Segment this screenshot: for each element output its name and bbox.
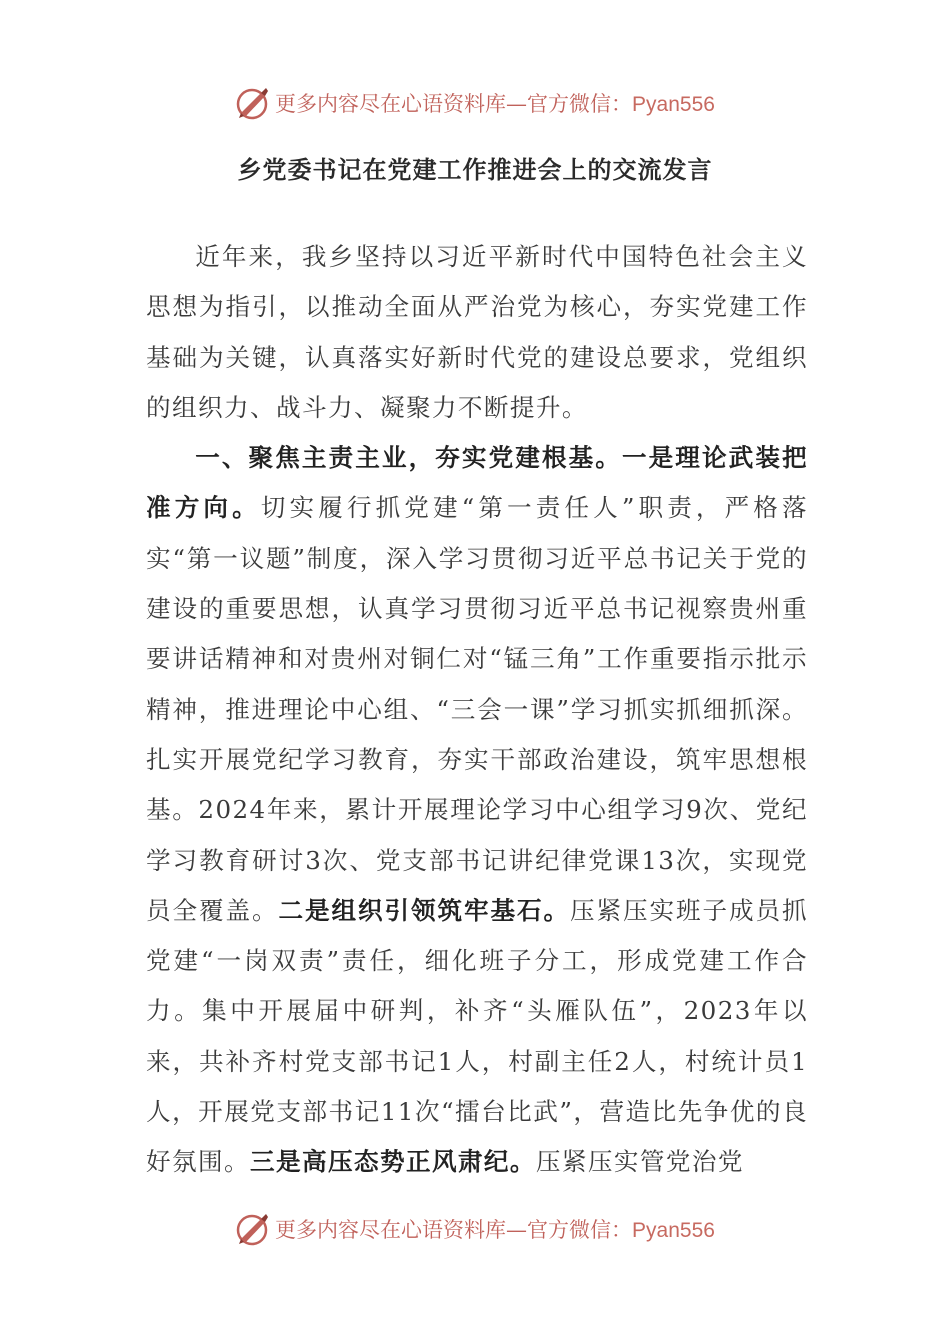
watermark-footer bbox=[0, 1207, 950, 1251]
watermark-text: 更多内容尽在心语资料库—官方微信：Pyan556 bbox=[275, 92, 715, 116]
pen-logo-icon bbox=[235, 1211, 271, 1247]
point3-text: 压紧压实管党治党 bbox=[535, 1147, 744, 1177]
document-body bbox=[146, 232, 808, 1188]
point3-heading: 三是高压态势正风肃纪。 bbox=[249, 1147, 536, 1177]
intro-paragraph: 近年来，我乡坚持以习近平新时代中国特色社会主义思想为指引，以推动全面从严治党为核心，夯实党建工作基础为关键，认真落实好新时代党的建设总要求，党组织的组织力、战斗力、凝聚力不断提升。 bbox=[146, 242, 808, 422]
watermark-text: 更多内容尽在心语资料库—官方微信：Pyan556 bbox=[275, 1218, 715, 1242]
section1-paragraph bbox=[146, 433, 808, 1187]
watermark-header bbox=[0, 81, 950, 125]
point2-heading: 二是组织引领筑牢基石。 bbox=[278, 895, 570, 925]
section1-heading: 一、聚焦主责主业，夯实党建根基。 bbox=[195, 443, 622, 473]
point1-text: 切实履行抓党建“第一责任人”职责，严格落实“第一议题”制度，深入学习贯彻习近平总书记关于党的建设的重要思想，认真学习贯彻习近平总书记视察贵州重要讲话精神和对贵州对铜仁对“锰三角”工作重要指示批示精神，推进理论中心组、“三会一课”学习抓实抓细抓深。扎实开展党纪学习教育，夯实干部政治建设，筑牢思想根基。2024年来，累计开展理论学习中心组学习9次、党纪学习教育研讨3次、党支部书记讲纪律党课13次，实现党员全覆盖。 bbox=[146, 493, 808, 925]
point1-heading: 一是理论武装把准方向。 bbox=[146, 443, 808, 523]
document-title: 乡党委书记在党建工作推进会上的交流发言 bbox=[237, 155, 713, 184]
pen-logo-icon bbox=[235, 85, 271, 121]
point2-text: 压紧压实班子成员抓党建“一岗双责”责任，细化班子分工，形成党建工作合力。集中开展届中研判，补齐“头雁队伍”，2023年以来，共补齐村党支部书记1人，村副主任2人，村统计员1人，开展党支部书记11次“擂台比武”，营造比先争优的良好氛围。 bbox=[146, 895, 808, 1177]
